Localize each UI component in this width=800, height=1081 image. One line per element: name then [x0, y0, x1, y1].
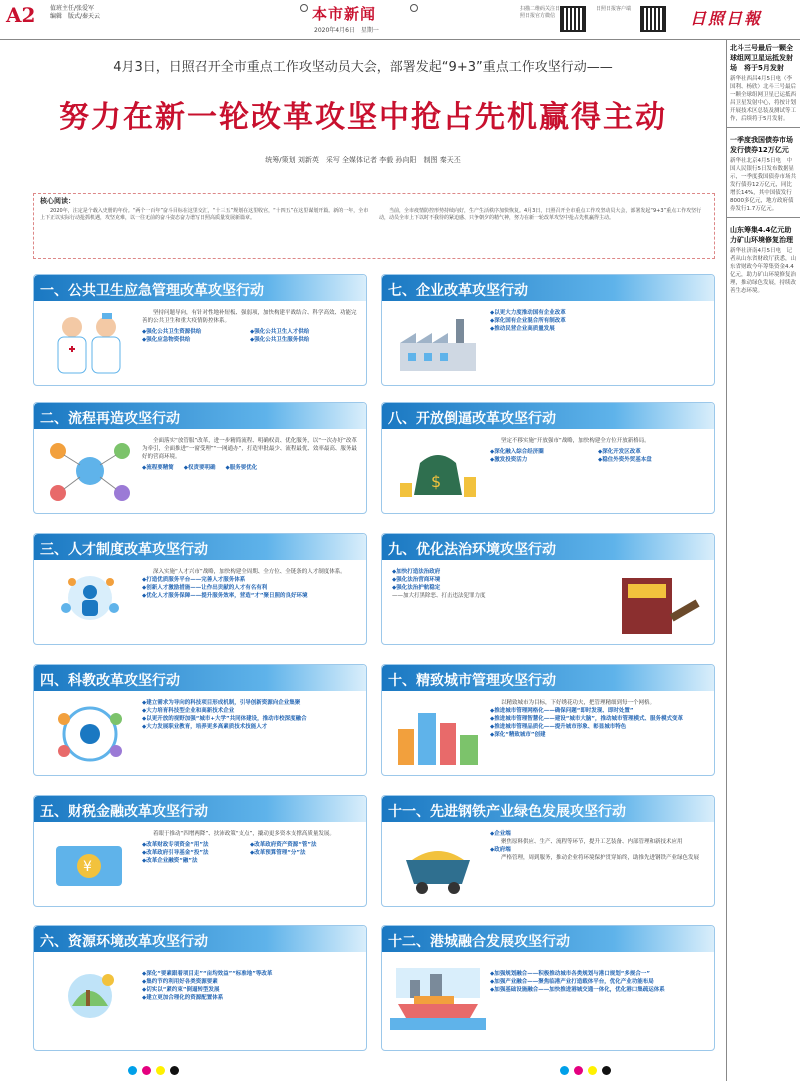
section-12 [381, 925, 715, 1051]
section-body: 深入实施“人才兴市”战略，加快构建全周期、全方位、全链条的人才制度体系。 [153, 569, 346, 575]
bullet-text: 严格管理，周到服务，推动企业将环境保护贯穿始终，助推先进钢铁产业绿色发展 [501, 855, 700, 861]
bullet: ◆深化融入综合经济圈 [490, 449, 544, 455]
qr-caption-left: 扫描二维码关注日照日报官方微信 [520, 6, 561, 19]
section-title: 十二、港城融合发展攻坚行动 [382, 926, 714, 952]
svg-text:$: $ [431, 472, 442, 491]
sidebar-headline: 一季度我国债券市场发行债券12万亿元 [730, 136, 793, 154]
core-reading-box [33, 193, 715, 259]
headline: 努力在新一轮改革攻坚中抢占先机赢得主动 [59, 100, 667, 135]
bullet: ◆改革政府资产资源“管”法 [250, 842, 317, 848]
bullet: ◆强化公共卫生人才供给 [250, 329, 310, 335]
section-6 [33, 925, 367, 1051]
byline: 统筹/策划 刘新英 采写 全媒体记者 李毅 孙向阳 制图 秦天丕 [265, 156, 461, 164]
bullet: ◆深化“要素跟着项目走”“亩均效益”“标准地”等改革 [142, 971, 273, 977]
bullet: ◆改革预算管理“分”法 [250, 850, 306, 856]
bullet: ◆政府端 [490, 847, 511, 853]
section-title: 四、科教改革攻坚行动 [34, 665, 366, 691]
law-book-gavel-icon [612, 568, 708, 638]
mine-cart-icon [390, 830, 486, 900]
section-body: 全面落实“放管服”改革，进一步精简流程、明确权责、优化服务，以“一次办好”改革为牵引，全面推进“一窗受理”“一网通办”，打造审批最少、流程最优、效率最高、服务最好的营商环境。 [142, 438, 357, 460]
color-registration-icon [602, 1066, 611, 1075]
svg-text:¥: ¥ [83, 859, 92, 875]
bullet: ◆优化人才服务保障——提升服务效率，营造“才”聚日照的良好环境 [142, 593, 308, 599]
bullet: ◆以更大力度推动国有企业改革 [490, 310, 566, 316]
bullet: ——加大打黑除恶、打击违法犯罪力度 [392, 593, 486, 599]
section-body: 着眼于推动“四增两降”、扶沛政策“支点”，撬动更多资本支撑高质量发展。 [153, 831, 335, 837]
lead-line: 4月3日，日照召开全市重点工作攻坚动员大会，部署发起“9+3”重点工作攻坚行动—— [113, 60, 613, 75]
workflow-icon [42, 437, 138, 507]
section-title: 七、企业改革攻坚行动 [382, 275, 714, 301]
bullet: ◆深化“精致城市”创建 [490, 732, 546, 738]
city-buildings-icon [390, 699, 486, 769]
section-11 [381, 795, 715, 907]
bullet: ◆推进城市管理智慧化——建设“城市大脑”，推动城市管理模式、服务模式变革 [490, 716, 683, 722]
section-3 [33, 533, 367, 645]
bullet: ◆改革政府引导基金“投”法 [142, 850, 209, 856]
section-10 [381, 664, 715, 776]
color-registration-icon [560, 1066, 569, 1075]
port-ship-icon [390, 960, 486, 1030]
section-7 [381, 274, 715, 386]
sidebar-body: 新华社北京4月5日电 中国人民银行5日发布数据显示，一季度我国债券市场共发行债券12万亿元，同比增长14%，其中国债发行8000多亿元，地方政府债券发行1.7万亿元。 [730, 158, 797, 212]
color-registration-icon [170, 1066, 179, 1075]
bullet: ◆加强基础设施融合——加快推进港城交通一体化，优化港口集疏运体系 [490, 987, 665, 993]
page-number: A2 [6, 3, 36, 27]
bullet: ◆创新人才激励措施——让作出贡献的人才有名有利 [142, 585, 268, 591]
bullet: ◆集约节约利用好各类资源要素 [142, 979, 218, 985]
bullet: ◆服务要优化 [225, 465, 258, 471]
section-2 [33, 402, 367, 514]
section-title: 三、人才制度改革攻坚行动 [34, 534, 366, 560]
news-sidebar [726, 40, 800, 1081]
qr-caption-right: 日照日报客户端 [596, 6, 632, 12]
bullet: ◆强化法治营商环境 [392, 577, 441, 583]
editor-info: 值班主任/张爱军 编辑 版式/秦天云 [50, 5, 101, 20]
section-body: 以精致城市为目标，下好绣花功夫，把管理精细到每一个网格。 [501, 700, 656, 706]
color-registration-icon [128, 1066, 137, 1075]
bullet-text: 聚焦原料供应、生产、流程等环节，提升工艺装备、内部管理和新技术应用 [501, 839, 683, 845]
section-title: 九、优化法治环境攻坚行动 [382, 534, 714, 560]
section-5 [33, 795, 367, 907]
sidebar-body: 新华社济南4月5日电 记者从山东省财政厅获悉，山东省财政今年筹集资金4.4亿元，助力矿山环境修复治理，推动绿色发展，持续改善生态环境。 [730, 248, 797, 294]
section-name: 本市新闻 [312, 5, 377, 23]
registration-mark-icon [300, 4, 308, 12]
bullet: ◆加强产业融合——聚焦临港产业打造载体平台，优化产业功能布局 [490, 979, 654, 985]
factory-icon [390, 309, 486, 379]
color-registration-icon [574, 1066, 583, 1075]
section-title: 五、财税金融改革攻坚行动 [34, 796, 366, 822]
bullet: ◆强化公共卫生服务供给 [250, 337, 310, 343]
bullet: ◆推动民营企业高质量发展 [490, 326, 555, 332]
bullet: ◆稳住外资外贸基本盘 [598, 457, 652, 463]
sidebar-body: 新华社西昌4月5日电（李国利、杨欣）北斗三号最后一颗全球组网卫星已运抵西昌卫星发射中心，将按计划开展技术区总装及测试等工作，后续将于5月发射。 [730, 76, 797, 122]
bullet: ◆以更开放的视野加强“城市+大学”共同体建设，推动市校深度融合 [142, 716, 307, 722]
bullet: ◆企业端 [490, 831, 511, 837]
bullet: ◆流程要精简 [142, 465, 174, 471]
bullet: ◆建立需求为导向的科技项目形成机制，引导创新资源向企业集聚 [142, 700, 301, 706]
section-4 [33, 664, 367, 776]
bullet: ◆强化应急物资供给 [142, 337, 191, 343]
newspaper-logo: 日照日報 [690, 9, 763, 28]
section-title: 八、开放倒逼改革攻坚行动 [382, 403, 714, 429]
bullet: ◆打造优质服务平台——完善人才服务体系 [142, 577, 246, 583]
qr-code-icon [640, 6, 666, 32]
section-title: 二、流程再造攻坚行动 [34, 403, 366, 429]
sidebar-headline: 山东筹集4.4亿元助力矿山环境修复治理 [730, 226, 793, 244]
sidebar-headline: 北斗三号最后一颗全球组网卫星运抵发射场 将于5月发射 [730, 44, 793, 72]
finance-icon [42, 830, 138, 900]
bullet: ◆建立更加合理化的资源配置体系 [142, 995, 224, 1001]
money-bag-icon [390, 437, 486, 507]
bullet: ◆激发投资活力 [490, 457, 528, 463]
bullet: ◆改革企业融资“融”法 [142, 858, 198, 864]
section-title: 十、精致城市管理攻坚行动 [382, 665, 714, 691]
bullet: ◆切实以“紧约束”倒逼转型发展 [142, 987, 220, 993]
section-body: 坚定不移实施“开放强市”战略，加快构建全方位开放新格局。 [501, 438, 650, 444]
bullet: ◆权责要明确 [183, 465, 216, 471]
bullet: ◆深化开发区改革 [598, 449, 641, 455]
core-reading-col2: 当前，全市疫情防控形势持续向好，生产生活秩序加快恢复。4月3日，日照召开全市重点工作攻坚动员大会，部署发起“9+3”重点工作攻坚行动，动员全市上下以时不我待的紧迫感、只争朝夕的精气神，努力在新一轮改革攻坚中抢占先机赢得主动。 [379, 207, 702, 221]
environment-icon [42, 960, 138, 1030]
bullet: ◆深化国有企业混合所有制改革 [490, 318, 566, 324]
section-title: 十一、先进钢铁产业绿色发展攻坚行动 [382, 796, 714, 822]
bullet: ◆大力培育科技型企业和高新技术企业 [142, 708, 235, 714]
core-reading-title: 核心阅读： [40, 197, 75, 205]
section-title: 一、公共卫生应急管理改革攻坚行动 [34, 275, 366, 301]
doctor-nurse-icon [42, 309, 138, 379]
page-header [0, 0, 800, 40]
bullet: ◆加快打造法治政府 [392, 569, 441, 575]
color-registration-icon [156, 1066, 165, 1075]
section-9 [381, 533, 715, 645]
section-8 [381, 402, 715, 514]
qr-code-icon [560, 6, 586, 32]
bullet: ◆推进城市管理网格化——确保问题“即时发现、即时处置” [490, 708, 634, 714]
color-registration-icon [588, 1066, 597, 1075]
talent-people-icon [42, 568, 138, 638]
color-registration-icon [142, 1066, 151, 1075]
bullet: ◆推进城市管理品质化——提升城市形象、彰显城市特色 [490, 724, 627, 730]
issue-date: 2020年4月6日 星期一 [314, 27, 379, 34]
bullet: ◆强化法治护航稳定 [392, 585, 441, 591]
section-body: 坚持问题导向，有针对性地补短板、强弱项，加快构建平战结合、科学高效、功能完善的公共卫生和重大疫情防控体系。 [142, 310, 357, 324]
core-reading-col1: 2020年，注定是个载入史册的年份。“两个一百年”奋斗目标在这里交汇，“十三五”规划在这里收官，“十四五”在这里谋划开篇。新的一年，全市上下正以实际行动抢抓机遇，攻坚克难，以一往无前的奋斗姿态奋力谱写日照高质量发展新篇章。 [40, 207, 369, 221]
bullet: ◆加强规划融合——积极推动城市各类规划与港口规划“多规合一” [490, 971, 650, 977]
registration-mark-icon [410, 4, 418, 12]
section-title: 六、资源环境改革攻坚行动 [34, 926, 366, 952]
science-education-icon [42, 699, 138, 769]
bullet: ◆改革财政专项资金“用”法 [142, 842, 209, 848]
section-1 [33, 274, 367, 386]
bullet: ◆强化公共卫生资源供给 [142, 329, 202, 335]
bullet: ◆大力发展职业教育，培养更多高素质技术技能人才 [142, 724, 268, 730]
